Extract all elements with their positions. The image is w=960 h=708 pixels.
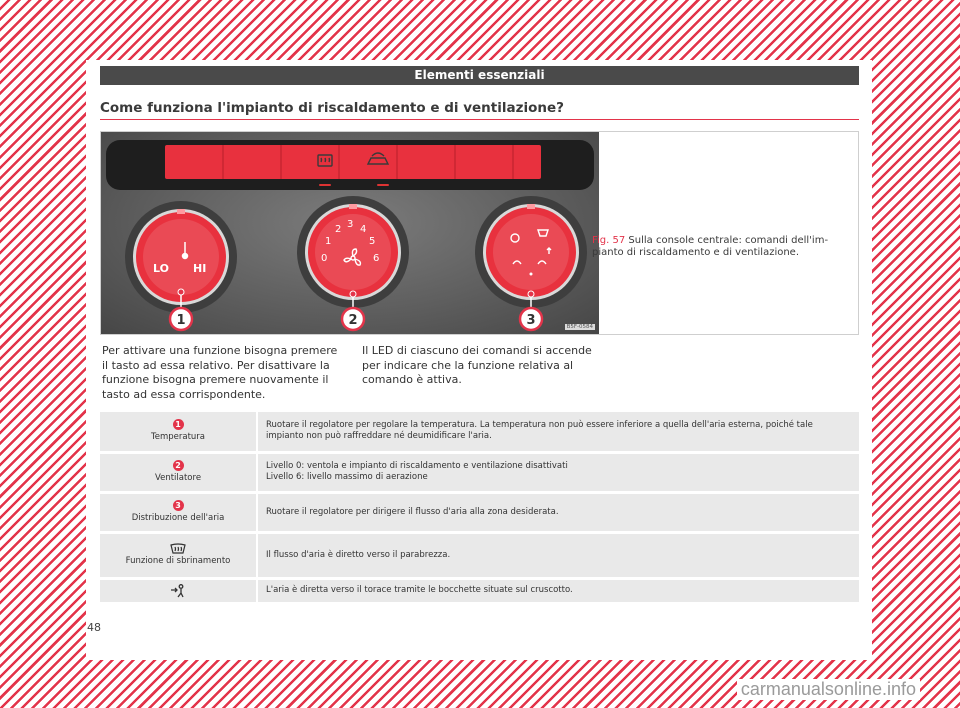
row-description-line: Livello 0: ventola e impianto di riscaldamento e ventilazione disattivati — [266, 461, 568, 471]
climate-control-illustration — [101, 132, 599, 334]
row-label: Temperatura — [150, 432, 205, 443]
row-label: Ventilatore — [154, 473, 202, 483]
air-to-chest-icon — [104, 584, 252, 598]
row-number-badge: 1 — [173, 419, 184, 430]
page-number: 48 — [87, 621, 101, 634]
table-label-cell — [100, 532, 257, 578]
manual-page — [86, 60, 872, 660]
callout-2: 2 — [348, 313, 358, 328]
fan-level-5: 5 — [369, 236, 376, 247]
body-text-col2: Il LED di ciascuno dei comandi si accende per indicare che la funzione relativa al comando è attiva. — [362, 344, 592, 386]
dial-hi-label: HI — [193, 262, 207, 275]
row-label: Distribuzione dell'aria — [131, 513, 225, 523]
row-description: Ruotare il regolatore per dirigere il flusso d'aria alla zona desiderata. — [257, 492, 859, 532]
chapter-header: Elementi essenziali — [100, 66, 859, 85]
table-row — [100, 452, 859, 492]
callouts — [170, 289, 542, 330]
table-label-cell — [100, 492, 257, 532]
watermark: carmanualsonline.info — [737, 679, 920, 700]
row-description: Il flusso d'aria è diretto verso il parabrezza. — [257, 532, 859, 578]
table-label-cell — [100, 578, 257, 603]
climate-panel-svg — [101, 132, 599, 334]
row-description-line: Livello 6: livello massimo di aerazione — [266, 472, 428, 482]
row-number-badge: 3 — [173, 500, 184, 511]
row-description: Ruotare il regolatore per regolare la temperatura. La temperatura non può essere inferiore a quella dell'aria esterna, poiché tale impianto non può raffreddare né deumidificare l'aria. — [257, 412, 859, 452]
figure-code: B5F-0584 — [566, 324, 593, 330]
figure-caption-text: Sulla console centrale: comandi dell'impianto di riscaldamento e di ventilazione. — [592, 235, 829, 258]
table-row — [100, 412, 859, 452]
fan-level-3: 3 — [347, 219, 354, 230]
fan-level-6: 6 — [373, 253, 380, 264]
table-label-cell — [100, 452, 257, 492]
table-row — [100, 578, 859, 603]
fan-level-2: 2 — [335, 224, 342, 235]
dial-lo-label: LO — [153, 262, 169, 275]
windshield-defrost-icon — [104, 543, 252, 555]
row-label: Funzione di sbrinamento — [125, 556, 231, 566]
table-label-cell — [100, 412, 257, 452]
table-row — [100, 532, 859, 578]
title-rule — [100, 119, 859, 120]
fan-level-4: 4 — [360, 224, 367, 235]
body-text-col1: Per attivare una funzione bisogna premere il tasto ad essa relativo. Per disattivare la funzione bisogna premere nuovamente il tasto ad essa corrispondente. — [102, 344, 338, 401]
fan-level-1: 1 — [325, 236, 332, 247]
figure-number: Fig. 57 — [592, 235, 626, 246]
row-number-badge: 2 — [173, 460, 184, 471]
table-row — [100, 492, 859, 532]
function-table — [100, 412, 859, 605]
row-description — [257, 452, 859, 492]
fan-level-0: 0 — [321, 253, 328, 264]
callout-1: 1 — [176, 313, 186, 328]
row-description: L'aria è diretta verso il torace tramite le bocchette situate sul cruscotto. — [257, 578, 859, 603]
figure-caption — [592, 235, 842, 259]
figure-box — [100, 131, 859, 335]
callout-3: 3 — [526, 313, 536, 328]
section-title: Come funziona l'impianto di riscaldamento e di ventilazione? — [100, 100, 564, 116]
button-bar — [165, 145, 541, 179]
